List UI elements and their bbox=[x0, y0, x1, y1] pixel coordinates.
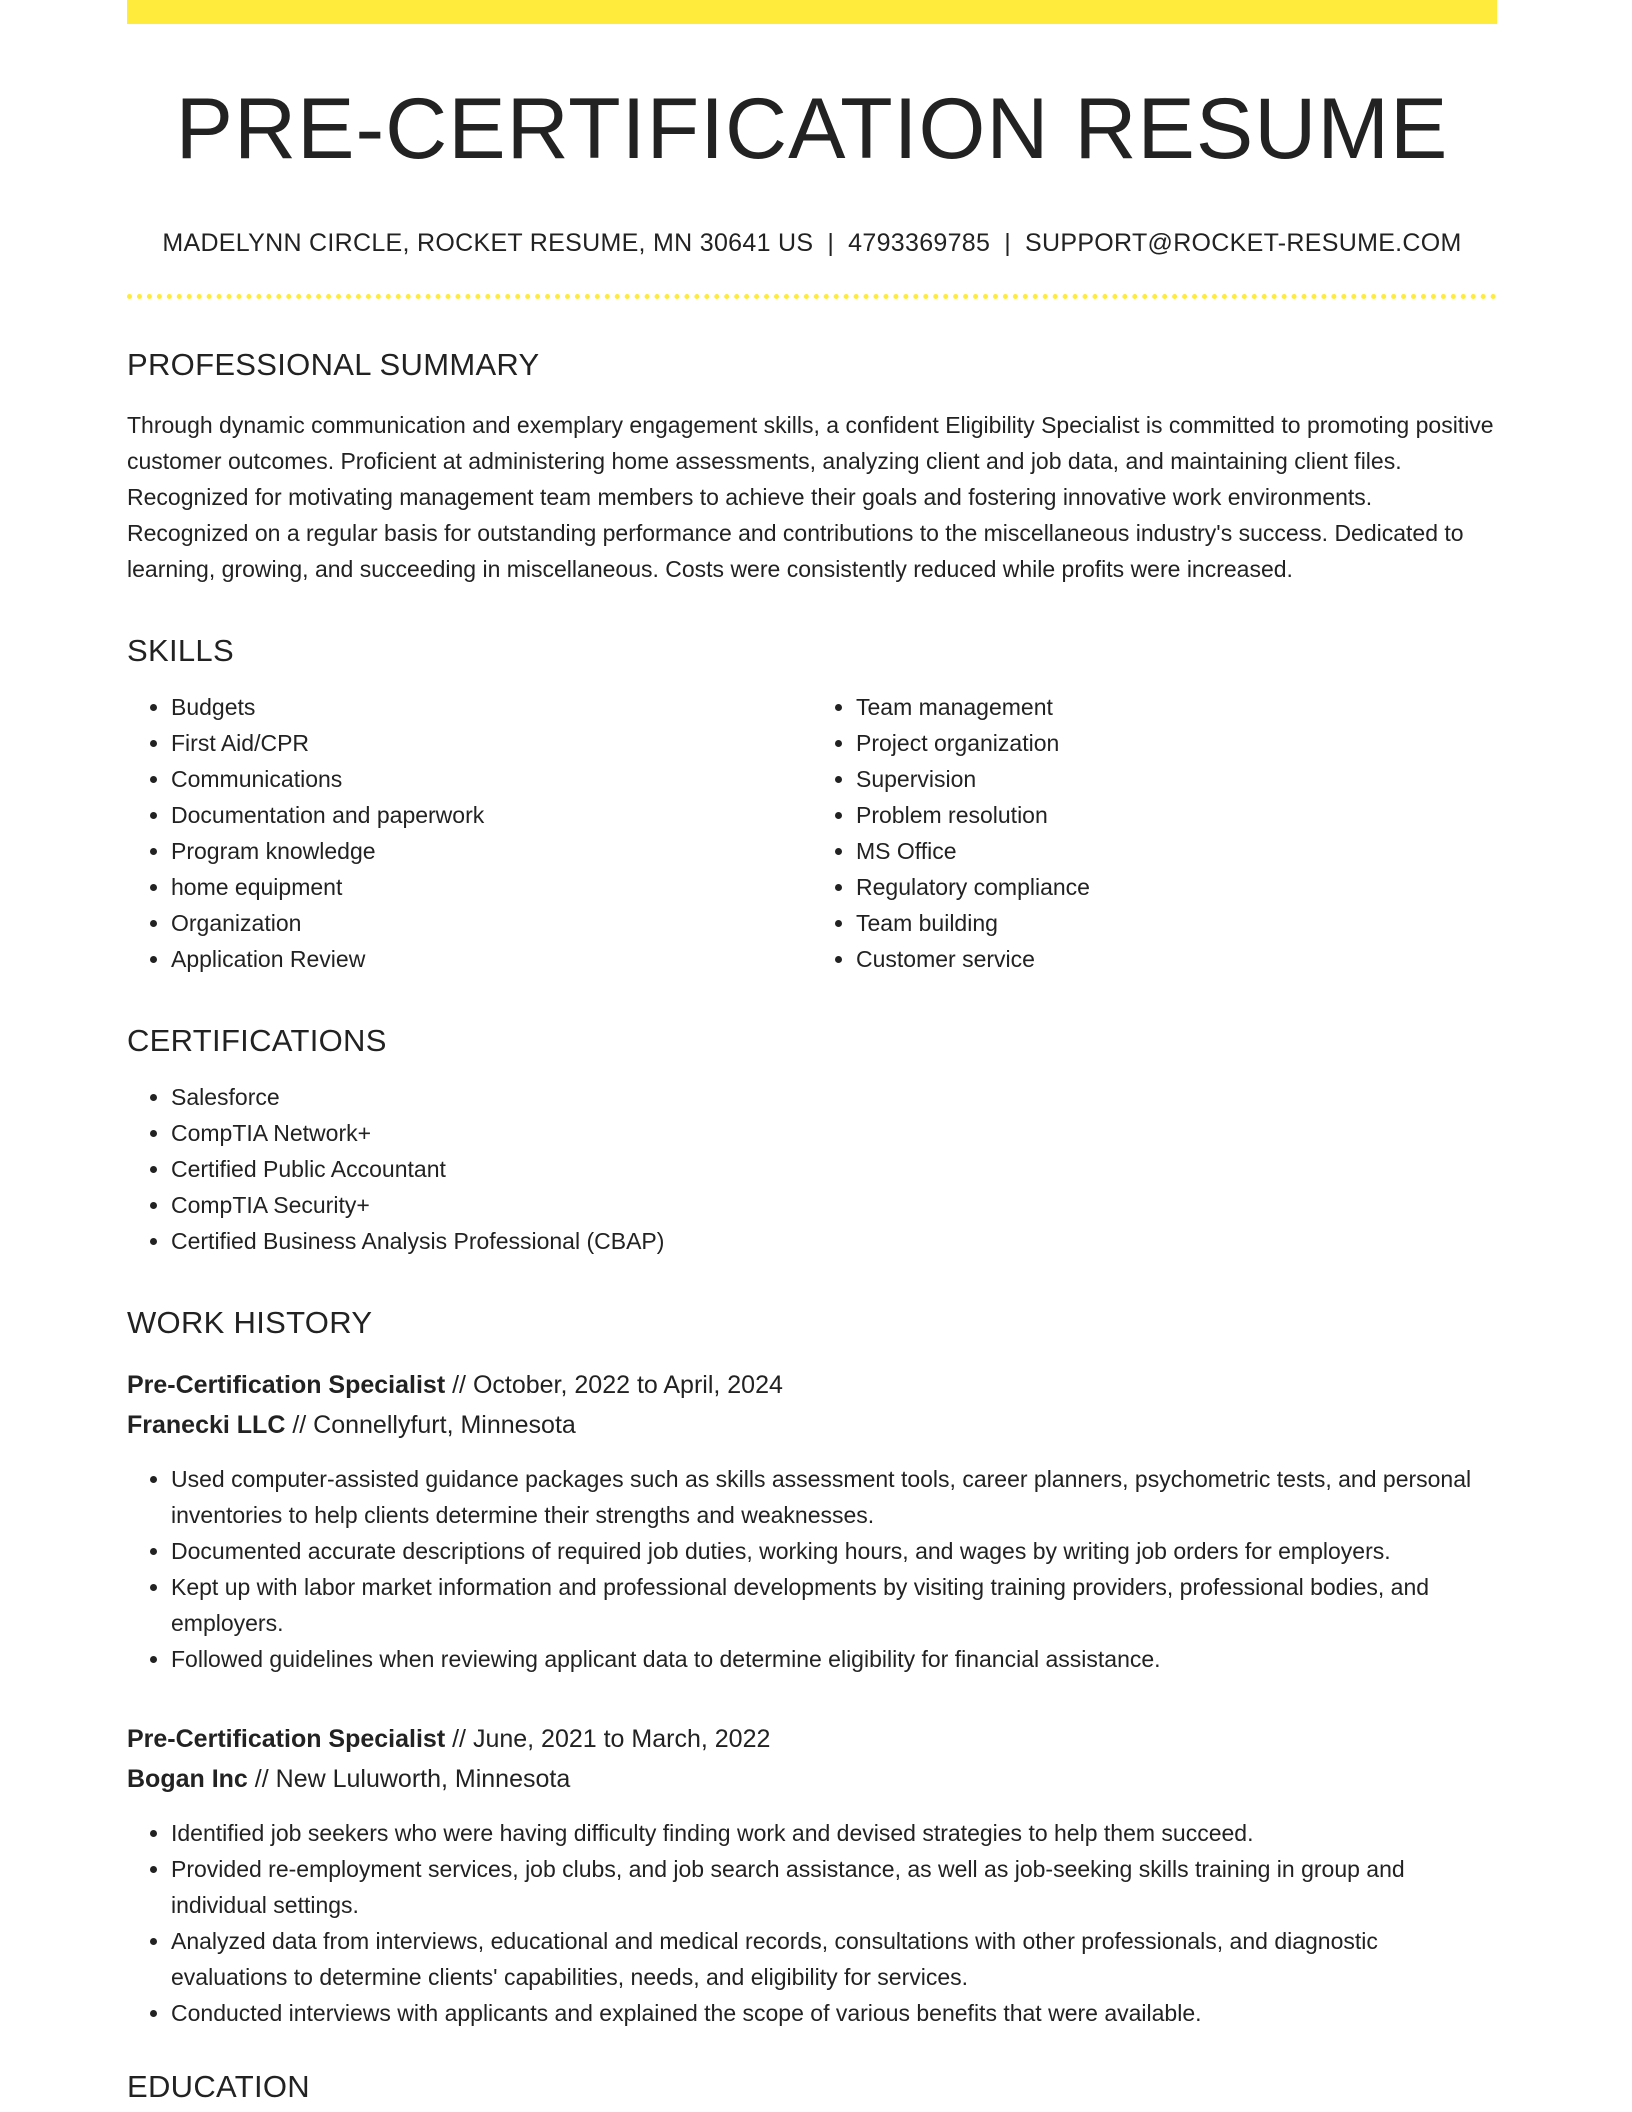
skill-item: • home equipment bbox=[171, 869, 812, 905]
skills-list-left bbox=[127, 689, 812, 977]
job-bullets bbox=[127, 1815, 1497, 2031]
job-bullets bbox=[127, 1461, 1497, 1677]
job-entry bbox=[127, 1719, 1497, 2031]
jobs-container bbox=[127, 1365, 1497, 2031]
job-company: Bogan Inc bbox=[127, 1764, 248, 1793]
skill-item: • Program knowledge bbox=[171, 833, 812, 869]
summary-text: Through dynamic communication and exemplary engagement skills, a confident Eligibility Specialist is committed to promoting positive customer outcomes. Proficient at administering home assessments, analyzing client and job data, and maintaining client files. Recognized for motivating management team members to achieve their goals and fostering innovative work environments. Recognized on a regular basis for outstanding performance and contributions to the miscellaneous industry's success. Dedicated to learning, growing, and succeeding in miscellaneous. Costs were consistently reduced while profits were increased. bbox=[127, 411, 1494, 582]
skills-list-right bbox=[812, 689, 1497, 977]
skill-item: • MS Office bbox=[856, 833, 1497, 869]
skill-item: • Application Review bbox=[171, 941, 812, 977]
contact-separator: | bbox=[1004, 228, 1012, 257]
job-bullet: • Documented accurate descriptions of required job duties, working hours, and wages by writing job orders for employers. bbox=[171, 1533, 1497, 1569]
job-bullet: • Kept up with labor market information and professional developments by visiting training providers, professional bodies, and employers. bbox=[171, 1569, 1497, 1641]
skills-heading: SKILLS bbox=[127, 632, 234, 668]
skill-item: • Project organization bbox=[856, 725, 1497, 761]
job-location: // Connellyfurt, Minnesota bbox=[292, 1410, 576, 1439]
contact-separator: | bbox=[827, 228, 835, 257]
skill-item: • Documentation and paperwork bbox=[171, 797, 812, 833]
job-company: Franecki LLC bbox=[127, 1410, 286, 1439]
skills-section bbox=[127, 633, 1497, 977]
certification-item: • Certified Public Accountant bbox=[171, 1151, 1497, 1187]
skill-item: • Communications bbox=[171, 761, 812, 797]
certification-item: • Salesforce bbox=[171, 1079, 1497, 1115]
job-title-line bbox=[127, 1365, 1497, 1405]
job-bullet: • Provided re-employment services, job clubs, and job search assistance, as well as job-seeking skills training in group and individual settings. bbox=[171, 1851, 1497, 1923]
summary-heading: PROFESSIONAL SUMMARY bbox=[127, 346, 540, 382]
job-bullet: • Followed guidelines when reviewing applicant data to determine eligibility for financial assistance. bbox=[171, 1641, 1497, 1677]
certifications-heading: CERTIFICATIONS bbox=[127, 1022, 387, 1058]
skill-item: • Organization bbox=[171, 905, 812, 941]
job-entry bbox=[127, 1365, 1497, 1677]
skill-item: • Regulatory compliance bbox=[856, 869, 1497, 905]
skill-item: • First Aid/CPR bbox=[171, 725, 812, 761]
resume-title: PRE-CERTIFICATION RESUME bbox=[175, 81, 1449, 177]
job-location: // New Luluworth, Minnesota bbox=[254, 1764, 571, 1793]
job-bullet: • Used computer-assisted guidance packages such as skills assessment tools, career planners, psychometric tests, and personal inventories to help clients determine their strengths and weaknesses. bbox=[171, 1461, 1497, 1533]
certification-item: • Certified Business Analysis Professional (CBAP) bbox=[171, 1223, 1497, 1259]
job-title: Pre-Certification Specialist bbox=[127, 1724, 446, 1753]
job-bullet: • Analyzed data from interviews, educational and medical records, consultations with other professionals, and diagnostic evaluations to determine clients' capabilities, needs, and eligibility for services. bbox=[171, 1923, 1497, 1995]
job-company-line bbox=[127, 1405, 1497, 1445]
work-history-section bbox=[127, 1305, 1497, 2031]
skills-columns bbox=[127, 669, 1497, 977]
contact-email[interactable]: SUPPORT@ROCKET-RESUME.COM bbox=[1025, 228, 1462, 257]
certifications-list bbox=[127, 1079, 1497, 1259]
certifications-section bbox=[127, 1023, 1497, 1259]
education-section bbox=[127, 2069, 1497, 2105]
job-bullet: • Conducted interviews with applicants and explained the scope of various benefits that were available. bbox=[171, 1995, 1497, 2031]
skill-item: • Customer service bbox=[856, 941, 1497, 977]
job-dates: // June, 2021 to March, 2022 bbox=[452, 1724, 771, 1753]
education-heading: EDUCATION bbox=[127, 2068, 310, 2104]
resume-page bbox=[127, 0, 1497, 2105]
contact-line bbox=[127, 229, 1497, 258]
contact-address: MADELYNN CIRCLE, ROCKET RESUME, MN 30641 US bbox=[162, 228, 814, 257]
job-bullet: • Identified job seekers who were having difficulty finding work and devised strategies to help them succeed. bbox=[171, 1815, 1497, 1851]
certification-item: • CompTIA Security+ bbox=[171, 1187, 1497, 1223]
contact-phone: 4793369785 bbox=[848, 228, 991, 257]
job-company-line bbox=[127, 1759, 1497, 1799]
skill-item: • Supervision bbox=[856, 761, 1497, 797]
top-accent-bar bbox=[127, 0, 1497, 24]
job-title: Pre-Certification Specialist bbox=[127, 1370, 446, 1399]
dotted-divider bbox=[127, 294, 1497, 299]
certification-item: • CompTIA Network+ bbox=[171, 1115, 1497, 1151]
skill-item: • Problem resolution bbox=[856, 797, 1497, 833]
skill-item: • Team management bbox=[856, 689, 1497, 725]
skill-item: • Budgets bbox=[171, 689, 812, 725]
job-title-line bbox=[127, 1719, 1497, 1759]
skill-item: • Team building bbox=[856, 905, 1497, 941]
summary-section bbox=[127, 347, 1497, 587]
job-dates: // October, 2022 to April, 2024 bbox=[452, 1370, 783, 1399]
work-history-heading: WORK HISTORY bbox=[127, 1304, 373, 1340]
